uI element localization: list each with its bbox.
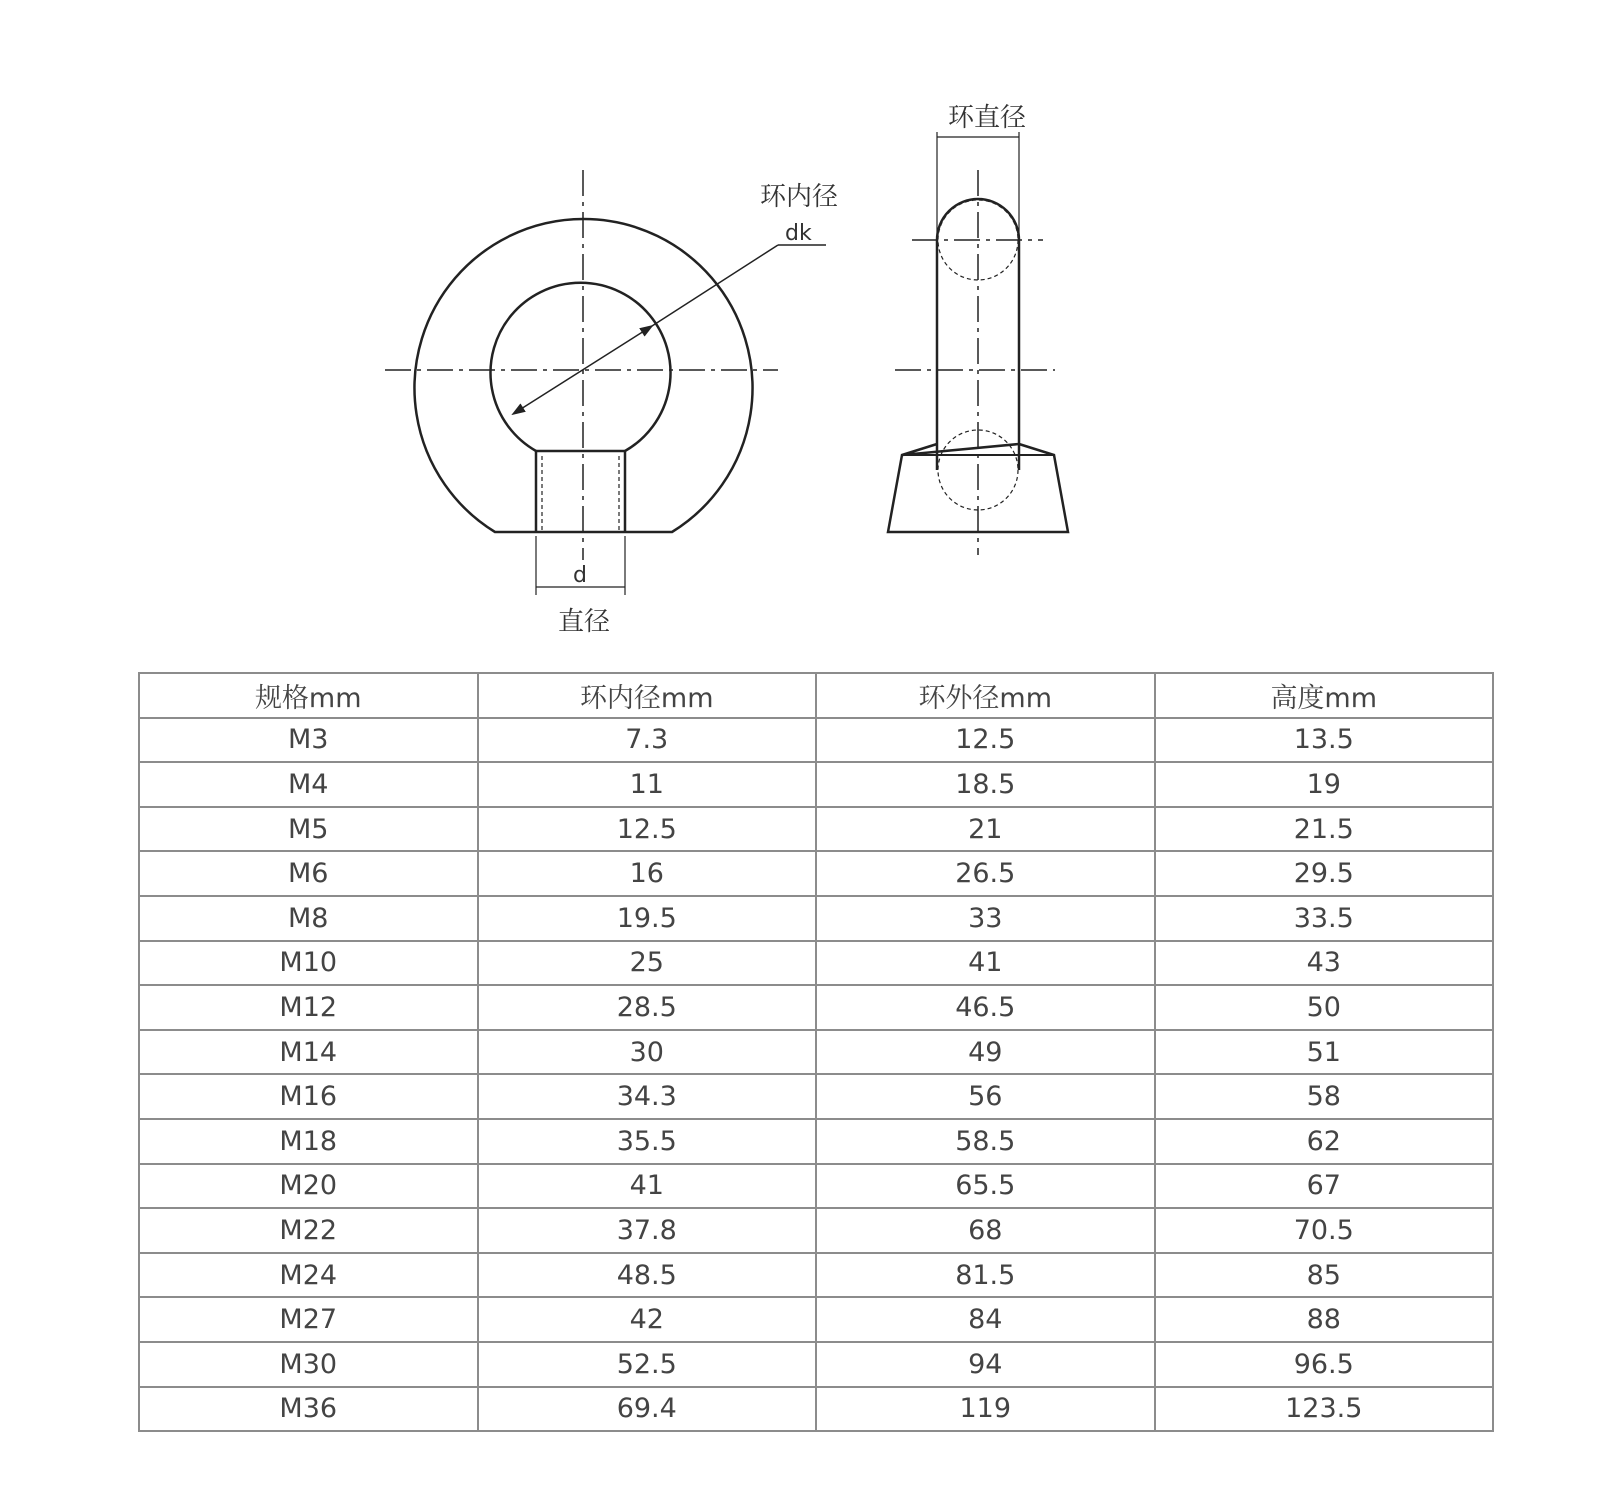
side-view — [888, 132, 1068, 555]
cell-inner-diameter: 34.3 — [478, 1074, 817, 1119]
cell-spec: M12 — [139, 985, 478, 1030]
cell-outer-diameter: 84 — [816, 1297, 1155, 1342]
table-row — [139, 851, 1493, 896]
cell-outer-diameter: 33 — [816, 896, 1155, 941]
cell-spec: M3 — [139, 718, 478, 763]
cell-height: 123.5 — [1155, 1387, 1494, 1432]
cell-spec: M8 — [139, 896, 478, 941]
cell-outer-diameter: 58.5 — [816, 1119, 1155, 1164]
cell-inner-diameter: 7.3 — [478, 718, 817, 763]
cell-height: 88 — [1155, 1297, 1494, 1342]
cell-inner-diameter: 69.4 — [478, 1387, 817, 1432]
header-height: 高度mm — [1155, 673, 1494, 718]
cell-inner-diameter: 28.5 — [478, 985, 817, 1030]
d-symbol-label: d — [573, 563, 587, 588]
cell-height: 67 — [1155, 1164, 1494, 1209]
cell-inner-diameter: 48.5 — [478, 1253, 817, 1298]
cell-outer-diameter: 81.5 — [816, 1253, 1155, 1298]
cell-inner-diameter: 19.5 — [478, 896, 817, 941]
cell-outer-diameter: 65.5 — [816, 1164, 1155, 1209]
table-row — [139, 1387, 1493, 1432]
cell-inner-diameter: 35.5 — [478, 1119, 817, 1164]
cell-outer-diameter: 56 — [816, 1074, 1155, 1119]
eye-nut-drawing — [0, 0, 1600, 660]
cell-outer-diameter: 21 — [816, 807, 1155, 852]
cell-outer-diameter: 46.5 — [816, 985, 1155, 1030]
cell-height: 50 — [1155, 985, 1494, 1030]
cell-outer-diameter: 94 — [816, 1342, 1155, 1387]
front-view — [385, 170, 826, 595]
cell-inner-diameter: 25 — [478, 941, 817, 986]
cell-spec: M24 — [139, 1253, 478, 1298]
cell-height: 13.5 — [1155, 718, 1494, 763]
table-row — [139, 718, 1493, 763]
cell-height: 96.5 — [1155, 1342, 1494, 1387]
cell-inner-diameter: 37.8 — [478, 1208, 817, 1253]
table-row — [139, 1074, 1493, 1119]
cell-spec: M14 — [139, 1030, 478, 1075]
cell-height: 70.5 — [1155, 1208, 1494, 1253]
cell-spec: M18 — [139, 1119, 478, 1164]
cell-spec: M10 — [139, 941, 478, 986]
header-spec: 规格mm — [139, 673, 478, 718]
table-row — [139, 985, 1493, 1030]
cell-inner-diameter: 16 — [478, 851, 817, 896]
cell-outer-diameter: 12.5 — [816, 718, 1155, 763]
table-row — [139, 1030, 1493, 1075]
cell-height: 51 — [1155, 1030, 1494, 1075]
cell-spec: M6 — [139, 851, 478, 896]
table-header-row — [139, 673, 1493, 718]
cell-spec: M30 — [139, 1342, 478, 1387]
table-row — [139, 762, 1493, 807]
cell-inner-diameter: 12.5 — [478, 807, 817, 852]
cell-spec: M5 — [139, 807, 478, 852]
cell-inner-diameter: 11 — [478, 762, 817, 807]
table-row — [139, 941, 1493, 986]
ring-diameter-label: 环直径 — [948, 103, 1027, 133]
dk-symbol-label: dk — [785, 221, 812, 246]
cell-outer-diameter: 26.5 — [816, 851, 1155, 896]
cell-height: 62 — [1155, 1119, 1494, 1164]
header-inner-diameter: 环内径mm — [478, 673, 817, 718]
table-row — [139, 1208, 1493, 1253]
cell-outer-diameter: 18.5 — [816, 762, 1155, 807]
cell-inner-diameter: 41 — [478, 1164, 817, 1209]
table-row — [139, 1253, 1493, 1298]
cell-outer-diameter: 41 — [816, 941, 1155, 986]
table-row — [139, 807, 1493, 852]
cell-spec: M22 — [139, 1208, 478, 1253]
inner-diameter-label: 环内径 — [760, 182, 839, 212]
cell-spec: M4 — [139, 762, 478, 807]
cell-inner-diameter: 42 — [478, 1297, 817, 1342]
cell-outer-diameter: 49 — [816, 1030, 1155, 1075]
cell-spec: M36 — [139, 1387, 478, 1432]
cell-spec: M16 — [139, 1074, 478, 1119]
cell-height: 43 — [1155, 941, 1494, 986]
cell-height: 29.5 — [1155, 851, 1494, 896]
table-row — [139, 1297, 1493, 1342]
table-row — [139, 1119, 1493, 1164]
cell-height: 33.5 — [1155, 896, 1494, 941]
table-row — [139, 1164, 1493, 1209]
header-outer-diameter: 环外径mm — [816, 673, 1155, 718]
cell-spec: M27 — [139, 1297, 478, 1342]
spec-table — [138, 672, 1494, 1432]
cell-inner-diameter: 30 — [478, 1030, 817, 1075]
cell-inner-diameter: 52.5 — [478, 1342, 817, 1387]
dk-leader-line — [652, 245, 778, 326]
cell-outer-diameter: 68 — [816, 1208, 1155, 1253]
cell-height: 58 — [1155, 1074, 1494, 1119]
cell-height: 21.5 — [1155, 807, 1494, 852]
thread-caption-label: 直径 — [558, 607, 611, 637]
table-row — [139, 1342, 1493, 1387]
cell-height: 85 — [1155, 1253, 1494, 1298]
cell-outer-diameter: 119 — [816, 1387, 1155, 1432]
cell-spec: M20 — [139, 1164, 478, 1209]
front-inner-hole — [491, 283, 671, 451]
table-row — [139, 896, 1493, 941]
cell-height: 19 — [1155, 762, 1494, 807]
